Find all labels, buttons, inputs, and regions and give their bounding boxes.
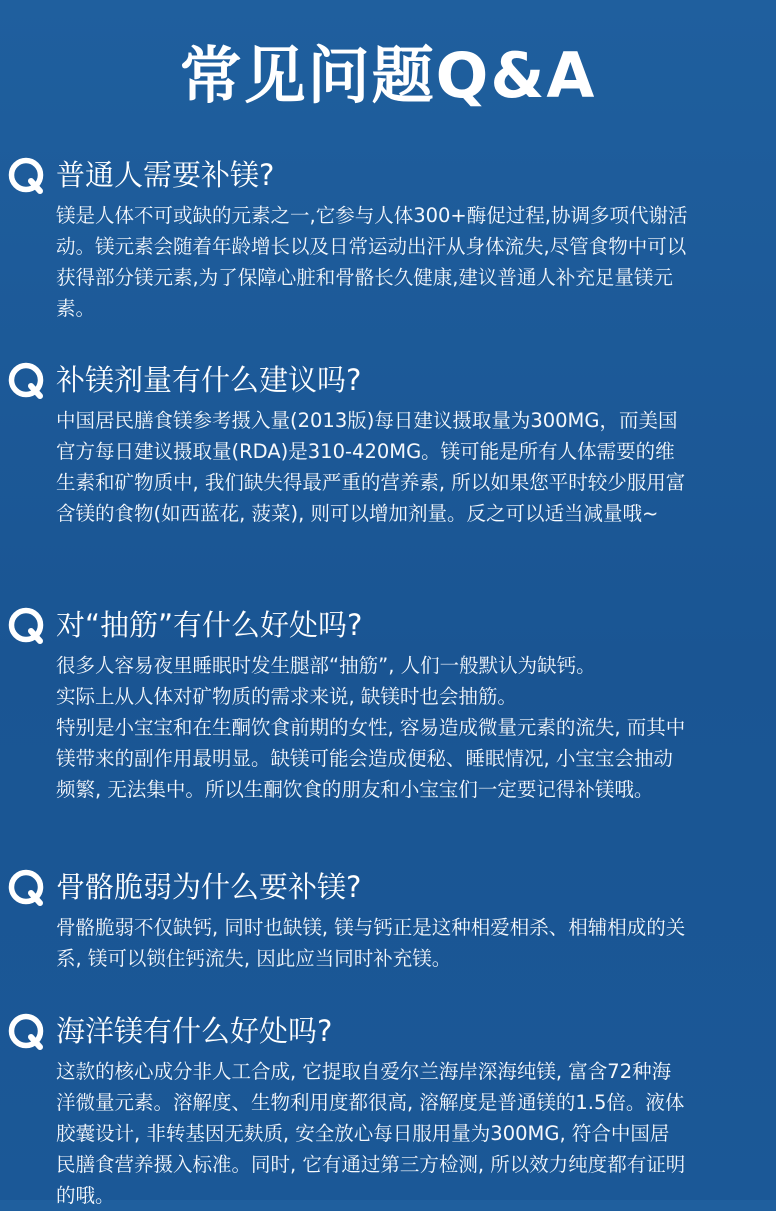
question-title: 普通人需要补镁? xyxy=(56,158,275,192)
q-icon xyxy=(0,600,56,656)
answer-text xyxy=(56,912,688,974)
question-title: 骨骼脆弱为什么要补镁? xyxy=(56,870,362,904)
question-title: 海洋镁有什么好处吗? xyxy=(56,1014,333,1048)
q-icon xyxy=(0,355,56,411)
answer-paragraph: 这款的核心成分非人工合成, 它提取自爱尔兰海岸深海纯镁, 富含72种海洋微量元素。溶解度、生物利用度都很高, 溶解度是普通镁的1.5倍。液体胶囊设计, 非转基因无麸质, 安全放心每日服用量为300MG, 符合中国居民膳食营养摄入标准。同时, 它有通过第三方检测, 所以效力纯度都有证明的哦。 xyxy=(56,1060,686,1207)
answer-paragraph: 骨骼脆弱不仅缺钙, 同时也缺镁, 镁与钙正是这种相爱相杀、相辅相成的关系, 镁可以锁住钙流失, 因此应当同时补充镁。 xyxy=(56,916,686,970)
answer-text xyxy=(56,650,688,805)
answer-paragraph: 实际上从人体对矿物质的需求来说, 缺镁时也会抽筋。 xyxy=(56,685,517,708)
answer-text xyxy=(56,1056,688,1211)
answer-text xyxy=(56,405,688,529)
question-title: 对“抽筋”有什么好处吗? xyxy=(56,608,363,642)
answer-paragraph: 很多人容易夜里睡眠时发生腿部“抽筋”, 人们一般默认为缺钙。 xyxy=(56,654,596,677)
answer-text xyxy=(56,200,688,324)
q-icon xyxy=(0,862,56,918)
answer-paragraph: 中国居民膳食镁参考摄入量(2013版)每日建议摄取量为300MG，而美国官方每日建议摄取量(RDA)是310-420MG。镁可能是所有人体需要的维生素和矿物质中, 我们缺失得最严重的营养素, 所以如果您平时较少服用富含镁的食物(如西蓝花, 菠菜), 则可以增加剂量。反之可以适当减量哦~ xyxy=(56,409,686,525)
question-title: 补镁剂量有什么建议吗? xyxy=(56,363,362,397)
answer-paragraph: 镁是人体不可或缺的元素之一,它参与人体300+酶促过程,协调多项代谢活动。镁元素会随着年龄增长以及日常运动出汗从身体流失,尽管食物中可以获得部分镁元素,为了保障心脏和骨骼长久健康,建议普通人补充足量镁元素。 xyxy=(56,204,688,320)
page-title: 常见问题Q&A xyxy=(179,39,597,112)
q-icon xyxy=(0,150,56,206)
answer-paragraph: 特别是小宝宝和在生酮饮食前期的女性, 容易造成微量元素的流失, 而其中镁带来的副作用最明显。缺镁可能会造成便秘、睡眠情况, 小宝宝会抽动频繁, 无法集中。所以生酮饮食的朋友和小宝宝们一定要记得补镁哦。 xyxy=(56,716,686,801)
q-icon xyxy=(0,1006,56,1062)
